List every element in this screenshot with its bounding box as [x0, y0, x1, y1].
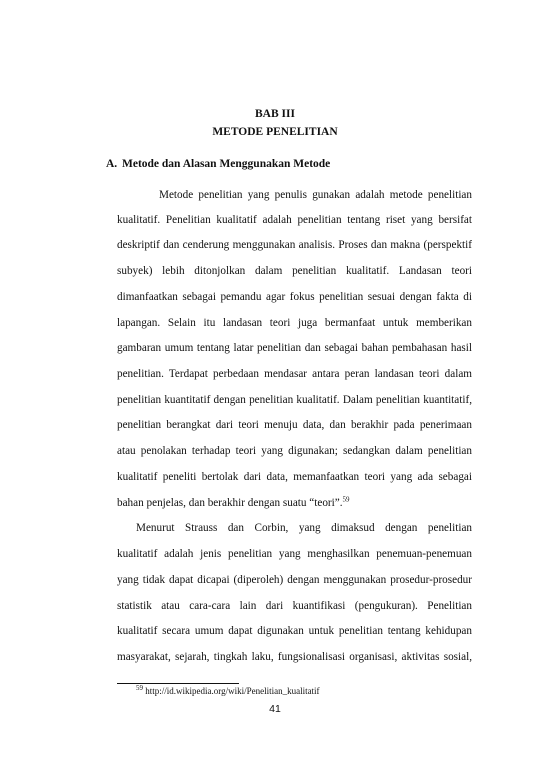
chapter-number: BAB III — [255, 108, 295, 120]
paragraph-line-text: bahan penjelas, dan berakhir dengan suatu “teori”. — [117, 497, 343, 509]
paragraph-line: yang tidak dapat dicapai (diperoleh) dengan menggunakan prosedur-prosedur — [117, 574, 472, 586]
paragraph-line: atau penolakan terhadap teori yang digunakan; sedangkan dalam penelitian — [117, 445, 472, 457]
footnote-reference[interactable]: 59 — [342, 495, 350, 504]
paragraph-line: statistik atau cara-cara lain dari kuantifikasi (pengukuran). Penelitian — [117, 600, 472, 612]
section-title: Metode dan Alasan Menggunakan Metode — [122, 158, 331, 170]
chapter-title: METODE PENELITIAN — [212, 126, 338, 138]
paragraph-line: penelitian kuantitatif dengan penelitian kualitatif. Dalam penelitian kuantitatif, — [117, 394, 472, 406]
paragraph-line: subyek) lebih ditonjolkan dalam penelitian kualitatif. Landasan teori — [117, 265, 472, 277]
paragraph-line: kualitatif peneliti bertolak dari data, memanfaatkan teori yang ada sebagai — [117, 471, 472, 483]
paragraph-line: kualitatif. Penelitian kualitatif adalah penelitian tentang riset yang bersifat — [117, 214, 472, 226]
paragraph-line: penelitian. Terdapat perbedaan mendasar antara peran landasan teori dalam — [117, 368, 472, 380]
paragraph-line: lapangan. Selain itu landasan teori juga bermanfaat untuk memberikan — [117, 317, 472, 329]
footnote-number: 59 — [136, 684, 143, 692]
section-letter: A. — [106, 158, 118, 170]
paragraph-line: kualitatif secara umum dapat digunakan untuk penelitian tentang kehidupan — [117, 625, 472, 637]
page-number: 41 — [269, 703, 281, 715]
paragraph-last-line — [117, 496, 472, 510]
footnote-link[interactable]: http://id.wikipedia.org/wiki/Penelitian_kualitatif — [145, 686, 320, 696]
paragraph-line: dimanfaatkan sebagai pemandu agar fokus penelitian sesuai dengan fakta di — [117, 291, 472, 303]
paragraph-line: gambaran umum tentang latar penelitian dan sebagai bahan pembahasan hasil — [117, 342, 472, 354]
paragraph-line: penelitian berangkat dari teori menuju data, dan berakhir pada penerimaan — [117, 419, 472, 431]
paragraph-line: deskriptif dan cenderung menggunakan analisis. Proses dan makna (perspektif — [117, 239, 472, 251]
paragraph-line: Menurut Strauss dan Corbin, yang dimaksud dengan penelitian — [136, 522, 472, 534]
footnote — [136, 686, 320, 696]
section-heading — [106, 158, 330, 170]
paragraph-line: Metode penelitian yang penulis gunakan adalah metode penelitian — [159, 189, 472, 201]
paragraph-line: kualitatif adalah jenis penelitian yang menghasilkan penemuan-penemuan — [117, 548, 472, 560]
paragraph-line: masyarakat, sejarah, tingkah laku, fungsionalisasi organisasi, aktivitas sosial, — [117, 651, 472, 663]
